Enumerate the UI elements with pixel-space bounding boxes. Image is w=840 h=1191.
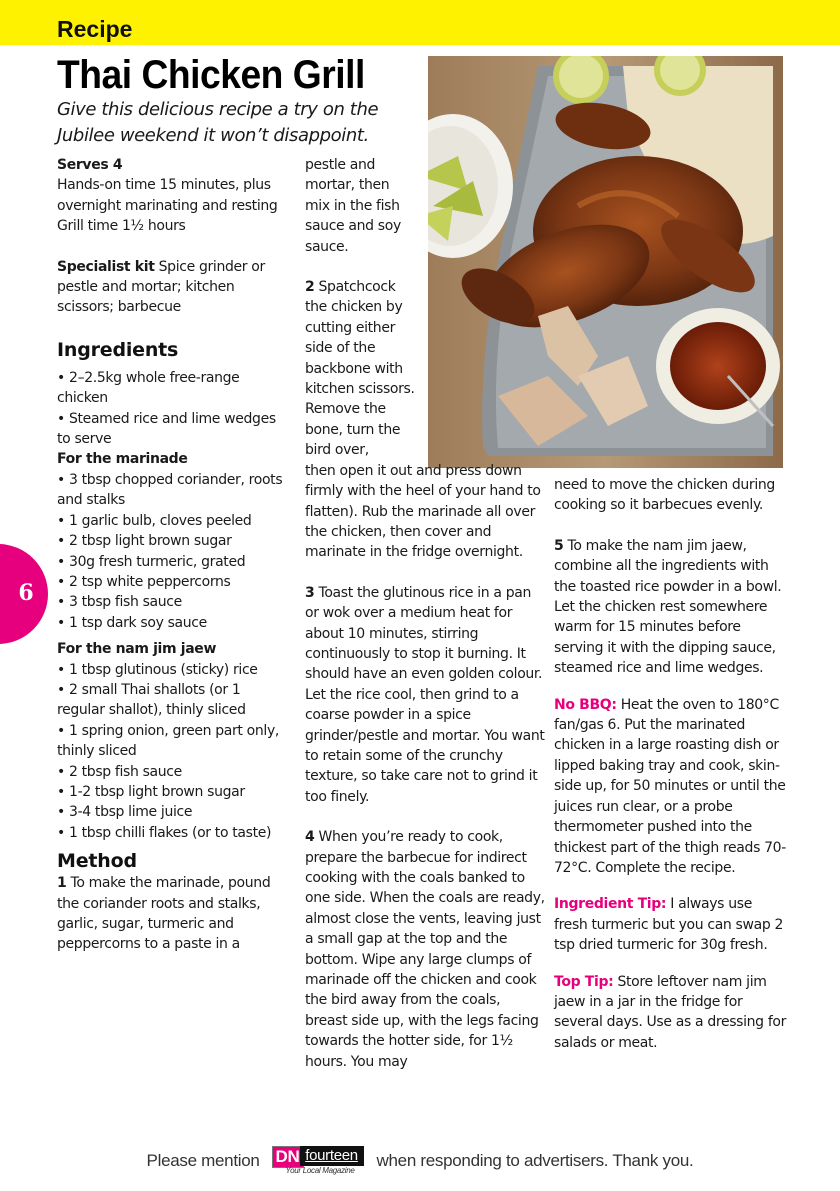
top-tip-text: Store leftover nam jim jaew in a jar in the fridge for several days. Use as a dressing for salads or meat.	[554, 973, 787, 1051]
step-number: 5	[554, 537, 564, 554]
serves: Serves 4	[57, 157, 123, 173]
step-number: 1	[57, 875, 67, 892]
ingredient-tip-text: I always use fresh turmeric but you can swap 2 tsp dried turmeric for 30g fresh.	[554, 896, 784, 954]
ingredient-item: • 2 tbsp fish sauce	[57, 763, 182, 780]
step-number: 2	[305, 279, 315, 296]
ingredient-item: • 3 tbsp fish sauce	[57, 594, 182, 611]
method-step-1	[57, 873, 293, 955]
no-bbq-tip	[554, 695, 789, 879]
spacer	[305, 807, 545, 827]
method-heading: Method	[57, 850, 137, 873]
no-bbq-text: Heat the oven to 180°C fan/gas 6. Put the marinated chicken in a large roasting dish or lipped baking tray and cook, skin-side up, for 50 minutes or until the juices run clear, or a probe thermometer pushed into the thickest part of the thigh reads 70-72°C. Complete the recipe.	[554, 696, 786, 876]
grill-time: Grill time 1½ hours	[57, 218, 186, 235]
method-step-4	[305, 827, 545, 1072]
spacer	[57, 318, 293, 338]
method-step-1-continued: pestle and mortar, then mix in the fish sauce and soy sauce.	[305, 157, 401, 255]
top-tip-label: Top Tip:	[554, 973, 614, 990]
step-number: 4	[305, 829, 315, 846]
ingredient-item: • 1-2 tbsp light brown sugar	[57, 783, 245, 800]
ingredient-item: • 3 tbsp chopped coriander, roots and stalks	[57, 471, 283, 509]
ingredient-item: • 2–2.5kg whole free-range chicken	[57, 369, 240, 407]
logo-fourteen: fourteen	[300, 1146, 364, 1166]
method-step-2	[305, 277, 415, 461]
ingredient-item: • 3-4 tbsp lime juice	[57, 804, 193, 821]
footer-text-before: Please mention	[146, 1151, 260, 1170]
spacer	[554, 956, 789, 972]
footer	[0, 1146, 840, 1176]
marinade-heading: For the marinade	[57, 451, 188, 468]
logo-tagline: Your Local Magazine	[285, 1166, 355, 1175]
specialist-kit	[57, 257, 293, 318]
column-3	[554, 475, 789, 1053]
ingredient-item: • 1 garlic bulb, cloves peeled	[57, 512, 252, 529]
dn-fourteen-logo	[272, 1146, 367, 1176]
step-text: Spatchcock the chicken by cutting either side of the backbone with kitchen scissors. Remove the bone, turn the bird over,	[305, 279, 415, 459]
hands-on-time: Hands-on time 15 minutes, plus overnight marinating and resting	[57, 177, 278, 214]
step-text: To make the marinade, pound the coriander roots and stalks, garlic, sugar, turmeric and peppercorns to a paste in a	[57, 875, 271, 953]
step-text: When you’re ready to cook, prepare the barbecue for indirect cooking with the coals banked to one side. When the coals are ready, almost close the vents, leaving just a small gap at the top and the bottom. Wipe any large clumps of marinade off the chicken and cook the bird away from the coals, breast side up, with the legs facing towards the hotter side, for 1½ hours. You may	[305, 829, 545, 1070]
step-number: 3	[305, 584, 315, 601]
method-step-4-continued: need to move the chicken during cooking so it barbecues evenly.	[554, 477, 775, 514]
spacer	[554, 679, 789, 695]
ingredient-item: • 2 small Thai shallots (or 1	[57, 681, 241, 698]
step-text: Toast the glutinous rice in a pan or wok over a medium heat for about 10 minutes, stirring continuously to stop it burning. It should have an even golden colour. Let the rice cool, then grind to a coarse powder in a spice grinder/pestle and mortar. You want to retain some of the crunchy texture, so take care not to grind it too finely.	[305, 584, 545, 805]
section-label: Recipe	[57, 16, 133, 42]
column-1	[57, 155, 293, 955]
column-2	[305, 155, 545, 1072]
recipe-subtitle: Give this delicious recipe a try on the Jubilee weekend it won’t disappoint.	[57, 99, 379, 146]
ingredient-item: • 1 spring onion, green part only, thinly sliced	[57, 722, 279, 760]
spacer	[554, 878, 789, 894]
logo-dn: DN	[272, 1146, 304, 1168]
method-step-5	[554, 536, 789, 679]
ingredient-item: • 2 tsp white peppercorns	[57, 573, 231, 590]
ingredient-tip-label: Ingredient Tip:	[554, 896, 667, 913]
nam-jim-jaew-heading: For the nam jim jaew	[57, 641, 217, 658]
spacer	[305, 257, 545, 277]
spacer	[305, 563, 545, 583]
no-bbq-label: No BBQ:	[554, 696, 617, 713]
specialist-kit-label: Specialist kit	[57, 258, 155, 275]
spacer	[57, 237, 293, 257]
ingredient-item: regular shallot), thinly sliced	[57, 702, 246, 719]
page-number: 6	[18, 580, 34, 606]
footer-text-after: when responding to advertisers. Thank you.	[376, 1151, 694, 1170]
ingredient-item: • 2 tbsp light brown sugar	[57, 533, 232, 550]
ingredient-item: • 1 tsp dark soy sauce	[57, 614, 207, 631]
specialist-kit-text: Spice grinder or pestle and mortar; kitchen scissors; barbecue	[57, 258, 265, 316]
spacer	[554, 516, 789, 536]
method-step-3	[305, 583, 545, 807]
ingredient-item: • 30g fresh turmeric, grated	[57, 553, 246, 570]
step-text: To make the nam jim jaew, combine all the ingredients with the toasted rice powder in a bowl. Let the chicken rest somewhere warm for 15 minutes before serving it with the dipping sauce, steamed rice and lime wedges.	[554, 537, 782, 677]
recipe-title: Thai Chicken Grill	[57, 53, 365, 97]
method-step-2-continued: then open it out and press down firmly with the heel of your hand to flatten). Rub the marinade all over the chicken, then cover and marinate in the fridge overnight.	[305, 462, 541, 561]
top-tip	[554, 972, 789, 1054]
ingredients-heading: Ingredients	[57, 338, 179, 361]
ingredient-item: • 1 tbsp chilli flakes (or to taste)	[57, 824, 272, 841]
ingredient-tip	[554, 894, 789, 955]
ingredient-item: • 1 tbsp glutinous (sticky) rice	[57, 661, 258, 678]
ingredient-item: • Steamed rice and lime wedges to serve	[57, 410, 276, 448]
